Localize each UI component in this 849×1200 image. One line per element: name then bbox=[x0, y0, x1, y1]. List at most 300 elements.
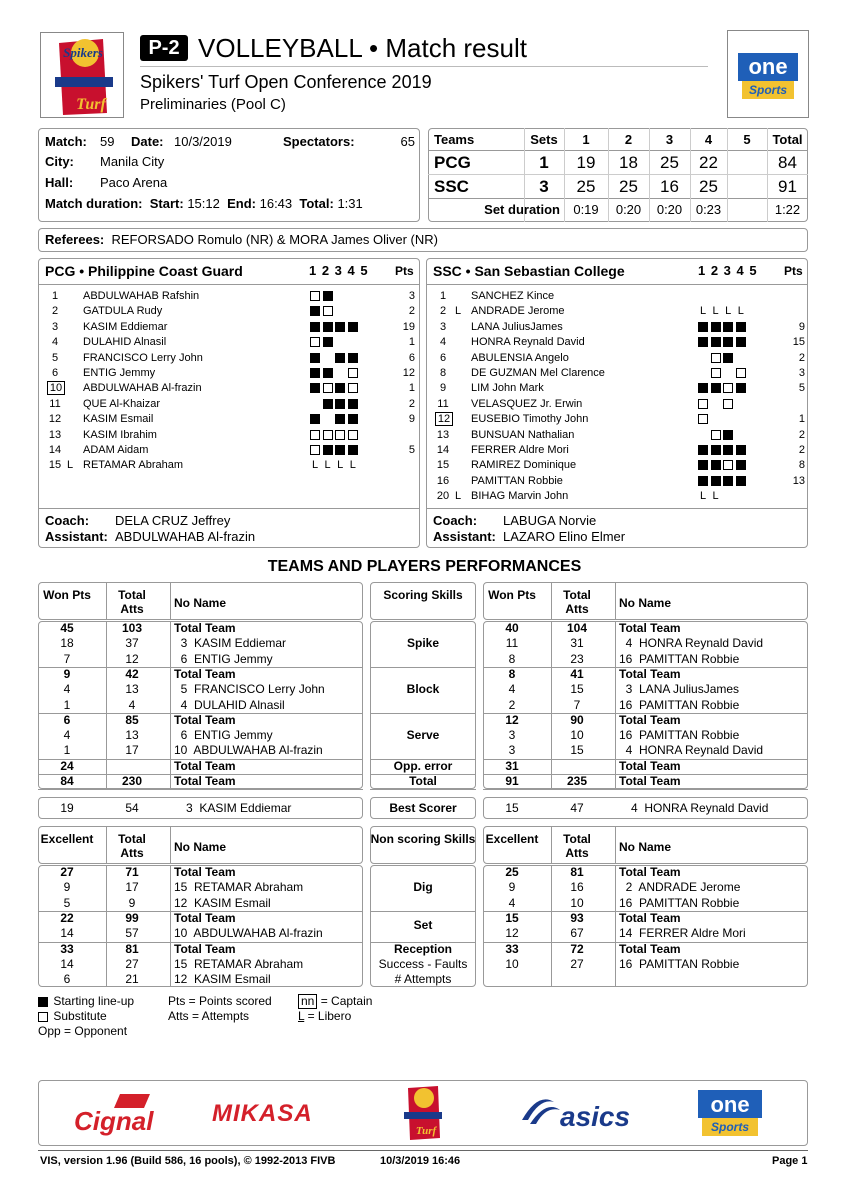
won-points: 1 bbox=[63, 697, 71, 712]
score-team-a: PCG bbox=[434, 153, 471, 172]
excellent-count: 14 bbox=[60, 926, 74, 941]
hdr-teams: Teams bbox=[434, 132, 475, 147]
player-entry: 16 PAMITTAN Robbie bbox=[619, 697, 740, 712]
player-entry: 15 RETAMAR Abraham bbox=[174, 880, 304, 895]
player-number: 14 bbox=[48, 444, 62, 456]
substitute-icon bbox=[711, 368, 721, 378]
total-attempts: 37 bbox=[125, 636, 139, 651]
player-entry: Total Team bbox=[174, 865, 236, 879]
row-divider bbox=[370, 789, 476, 790]
hdr-set3: 3 bbox=[665, 132, 674, 147]
team-a-coach: Coach: bbox=[45, 513, 90, 528]
cignal-logo bbox=[72, 1090, 160, 1138]
player-points: 6 bbox=[408, 351, 415, 364]
player-entry: 3 KASIM Eddiemar bbox=[186, 801, 292, 815]
player-name: EUSEBIO Timothy John bbox=[471, 413, 589, 426]
svg-text:one: one bbox=[710, 1092, 750, 1117]
starting-lineup-icon bbox=[310, 414, 320, 424]
excellent-count: 27 bbox=[60, 865, 74, 879]
excellent-count: 33 bbox=[60, 941, 74, 956]
won-points: 6 bbox=[63, 712, 71, 727]
substitute-icon bbox=[335, 430, 345, 440]
excellent-count: 25 bbox=[505, 865, 519, 879]
total-attempts: 27 bbox=[570, 956, 584, 971]
skill-label: Best Scorer bbox=[389, 801, 457, 815]
starting-lineup-icon bbox=[310, 306, 320, 316]
team-a-assistant: Assistant: bbox=[45, 529, 108, 544]
player-name: ANDRADE Jerome bbox=[471, 305, 565, 318]
starting-lineup-icon bbox=[38, 997, 48, 1007]
player-points: 3 bbox=[798, 367, 805, 379]
substitute-icon bbox=[711, 353, 721, 363]
total-attempts: 9 bbox=[128, 895, 136, 910]
skill-sublabel: # Attempts bbox=[394, 972, 452, 987]
team-b-assistant: Assistant: bbox=[433, 529, 496, 544]
footer-timestamp: 10/3/2019 16:46 bbox=[380, 1155, 461, 1167]
hdr-name: No Name bbox=[619, 596, 672, 610]
substitute-icon bbox=[323, 430, 333, 440]
starting-lineup-icon bbox=[723, 430, 733, 440]
skill-label: Spike bbox=[406, 635, 439, 650]
player-entry: 12 KASIM Esmail bbox=[174, 972, 271, 987]
player-name: QUE Al-Khaizar bbox=[83, 397, 161, 410]
hdr-col1: Won Pts bbox=[488, 588, 536, 602]
player-name: FRANCISCO Lerry John bbox=[83, 351, 203, 364]
won-points: 12 bbox=[505, 712, 519, 727]
player-points: 1 bbox=[408, 382, 415, 395]
player-entry: 6 ENTIG Jemmy bbox=[174, 728, 273, 743]
excellent-count: 33 bbox=[505, 941, 519, 956]
player-number: 12 bbox=[435, 412, 453, 426]
player-number: 16 bbox=[436, 474, 450, 487]
hdr-name: No Name bbox=[174, 596, 227, 610]
total-attempts: 99 bbox=[125, 910, 139, 925]
score-b-s1: 25 bbox=[576, 177, 596, 196]
starting-lineup-icon bbox=[723, 445, 733, 455]
substitute-icon bbox=[310, 430, 320, 440]
col-divider bbox=[615, 826, 616, 864]
player-number: 4 bbox=[439, 336, 447, 349]
svg-text:Sports: Sports bbox=[748, 83, 788, 97]
player-number: 14 bbox=[436, 444, 450, 456]
player-name: BIHAG Marvin John bbox=[471, 490, 569, 503]
col-divider bbox=[170, 865, 171, 987]
substitute-icon bbox=[323, 383, 333, 393]
team-a-name: PCG • Philippine Coast Guard bbox=[45, 263, 243, 279]
player-name: FERRER Aldre Mori bbox=[471, 444, 569, 456]
player-number: 2 bbox=[51, 305, 59, 318]
total-attempts: 54 bbox=[125, 801, 139, 815]
player-points: 2 bbox=[798, 351, 805, 364]
player-name: RAMIREZ Dominique bbox=[471, 459, 577, 472]
starting-lineup-icon bbox=[711, 337, 721, 347]
player-entry: 5 FRANCISCO Lerry John bbox=[174, 682, 325, 697]
team-b-pts-header: Pts bbox=[784, 264, 803, 278]
total-attempts: 104 bbox=[566, 621, 588, 635]
won-points: 15 bbox=[505, 801, 519, 815]
player-entry: 6 ENTIG Jemmy bbox=[174, 651, 273, 666]
match-duration: Match duration: Start: 15:12 End: 16:43 Total: 1:31 bbox=[45, 196, 363, 211]
player-points: 9 bbox=[408, 413, 415, 426]
performances-title: TEAMS AND PLAYERS PERFORMANCES bbox=[267, 558, 582, 575]
score-a-s3: 25 bbox=[660, 153, 679, 172]
starting-lineup-icon bbox=[348, 353, 358, 363]
substitute-icon bbox=[348, 368, 358, 378]
col-divider bbox=[551, 826, 552, 864]
col-divider bbox=[106, 865, 107, 987]
player-entry: Total Team bbox=[174, 621, 236, 635]
score-b-total: 91 bbox=[778, 177, 797, 196]
total-attempts: 23 bbox=[570, 651, 584, 666]
total-attempts: 85 bbox=[125, 712, 139, 727]
won-points: 1 bbox=[63, 743, 71, 758]
starting-lineup-icon bbox=[698, 476, 708, 486]
player-number: 5 bbox=[51, 351, 59, 364]
player-name: PAMITTAN Robbie bbox=[471, 474, 563, 487]
player-number: 2 bbox=[439, 305, 447, 318]
svg-text:Sports: Sports bbox=[710, 1120, 750, 1134]
libero-marker: L bbox=[455, 305, 462, 318]
col-divider bbox=[170, 621, 171, 789]
player-entry: 16 PAMITTAN Robbie bbox=[619, 728, 740, 743]
player-entry: 15 RETAMAR Abraham bbox=[174, 956, 304, 971]
player-entry: Total Team bbox=[174, 774, 236, 788]
spikers-turf-sponsor-logo bbox=[398, 1084, 448, 1142]
score-a-s2: 18 bbox=[619, 153, 638, 172]
player-name: KASIM Esmail bbox=[83, 413, 154, 426]
page-title: VOLLEYBALL • Match result bbox=[198, 33, 527, 63]
starting-lineup-icon bbox=[723, 353, 733, 363]
starting-lineup-icon bbox=[736, 383, 746, 393]
libero-set-marker: L bbox=[737, 305, 744, 318]
date-label: Date: bbox=[131, 134, 164, 149]
total-attempts: 230 bbox=[121, 774, 143, 788]
total-attempts: 57 bbox=[125, 926, 139, 941]
player-number: 11 bbox=[49, 397, 61, 410]
hdr-total: Total bbox=[772, 132, 803, 147]
hdr-set2: 2 bbox=[624, 132, 633, 147]
row-divider bbox=[483, 789, 808, 790]
skill-label: Dig bbox=[413, 879, 433, 894]
player-entry: 16 PAMITTAN Robbie bbox=[619, 651, 740, 666]
won-points: 91 bbox=[505, 774, 519, 788]
legend-3: nn = Captain L = Libero bbox=[298, 994, 373, 1023]
total-attempts: 17 bbox=[125, 743, 139, 758]
starting-lineup-icon bbox=[348, 414, 358, 424]
dur-s1: 0:19 bbox=[573, 202, 599, 217]
score-b-s2: 25 bbox=[619, 177, 638, 196]
won-points: 4 bbox=[508, 682, 516, 697]
excellent-count: 22 bbox=[60, 910, 74, 925]
player-points: 5 bbox=[408, 444, 415, 456]
won-points: 2 bbox=[508, 697, 516, 712]
player-number: 8 bbox=[439, 367, 447, 379]
hall-value: Paco Arena bbox=[100, 175, 168, 190]
total-attempts: 27 bbox=[125, 956, 139, 971]
score-b-s4: 25 bbox=[699, 177, 718, 196]
player-number: 3 bbox=[439, 320, 447, 333]
player-name: ADAM Aidam bbox=[83, 444, 149, 456]
substitute-icon bbox=[348, 430, 358, 440]
starting-lineup-icon bbox=[335, 322, 345, 332]
player-points: 3 bbox=[408, 290, 415, 302]
hdr-sets: Sets bbox=[530, 132, 558, 147]
player-points: 19 bbox=[402, 320, 415, 333]
starting-lineup-icon bbox=[698, 337, 708, 347]
player-number: 10 bbox=[47, 381, 65, 395]
starting-lineup-icon bbox=[335, 399, 345, 409]
player-points: 12 bbox=[402, 367, 415, 379]
player-points: 2 bbox=[798, 428, 805, 441]
starting-lineup-icon bbox=[736, 322, 746, 332]
phase-name: Preliminaries (Pool C) bbox=[140, 96, 286, 113]
table-frame bbox=[370, 621, 476, 789]
score-sets-a: 1 bbox=[539, 153, 549, 172]
total-attempts: 10 bbox=[570, 895, 584, 910]
starting-lineup-icon bbox=[323, 337, 333, 347]
player-name: DULAHID Alnasil bbox=[83, 336, 167, 349]
starting-lineup-icon bbox=[736, 460, 746, 470]
hdr-set4: 4 bbox=[704, 132, 713, 147]
player-entry: 4 DULAHID Alnasil bbox=[174, 697, 285, 712]
total-attempts: 93 bbox=[570, 910, 584, 925]
col-divider bbox=[170, 582, 171, 620]
player-number: 9 bbox=[439, 382, 447, 395]
starting-lineup-icon bbox=[711, 445, 721, 455]
player-points bbox=[783, 289, 805, 304]
player-number: 1 bbox=[51, 290, 59, 302]
match-date: 10/3/2019 bbox=[174, 134, 232, 149]
team-a-sets-header: 1 2 3 4 5 bbox=[309, 263, 368, 278]
starting-lineup-icon bbox=[310, 353, 320, 363]
player-points bbox=[783, 304, 805, 319]
player-number: 1 bbox=[439, 290, 447, 302]
table-frame bbox=[38, 865, 363, 987]
player-number: 15 bbox=[48, 459, 62, 472]
footer-page: Page 1 bbox=[772, 1155, 808, 1167]
libero-set-marker: L bbox=[699, 490, 707, 503]
footer-version: VIS, version 1.96 (Build 586, 16 pools), © 1992-2013 FIVB bbox=[40, 1155, 336, 1167]
starting-lineup-icon bbox=[310, 383, 320, 393]
hdr-col2: Total Atts bbox=[118, 588, 146, 616]
starting-lineup-icon bbox=[348, 322, 358, 332]
city-value: Manila City bbox=[100, 154, 165, 169]
total-attempts: 41 bbox=[570, 666, 584, 681]
player-number: 11 bbox=[437, 397, 449, 410]
substitute-icon bbox=[698, 414, 708, 424]
substitute-icon bbox=[723, 383, 733, 393]
libero-set-marker: L bbox=[324, 459, 331, 472]
player-number: 13 bbox=[436, 428, 450, 441]
legend: Starting line-up Substitute Opp = Opponent bbox=[38, 994, 135, 1038]
starting-lineup-icon bbox=[335, 383, 345, 393]
won-points: 9 bbox=[63, 666, 71, 681]
substitute-icon bbox=[736, 368, 746, 378]
col-divider bbox=[551, 582, 552, 620]
libero-set-marker: L bbox=[699, 305, 707, 318]
hdr-skill: Non scoring Skills bbox=[370, 832, 476, 846]
player-name: KASIM Ibrahim bbox=[83, 428, 157, 441]
hdr-col2: Total Atts bbox=[563, 588, 591, 616]
mikasa-logo: MIKASA bbox=[212, 1100, 313, 1127]
total-attempts: 31 bbox=[570, 636, 584, 651]
player-entry: Total Team bbox=[619, 774, 681, 788]
total-attempts: 12 bbox=[125, 651, 139, 666]
dur-s2: 0:20 bbox=[615, 202, 642, 217]
table-frame bbox=[483, 621, 808, 789]
player-entry: Total Team bbox=[619, 941, 681, 956]
player-points: 5 bbox=[798, 382, 805, 395]
starting-lineup-icon bbox=[348, 445, 358, 455]
player-points: 13 bbox=[792, 474, 805, 487]
won-points: 31 bbox=[505, 758, 519, 773]
svg-text:Cignal: Cignal bbox=[74, 1106, 154, 1136]
score-b-s3: 16 bbox=[660, 177, 679, 196]
player-entry: Total Team bbox=[174, 941, 236, 956]
won-points: 4 bbox=[63, 682, 71, 697]
total-attempts: 15 bbox=[570, 743, 584, 758]
won-points: 40 bbox=[505, 621, 519, 635]
starting-lineup-icon bbox=[711, 383, 721, 393]
score-a-s1: 19 bbox=[576, 153, 596, 172]
excellent-count: 14 bbox=[60, 956, 74, 971]
col-divider bbox=[106, 621, 107, 789]
excellent-count: 6 bbox=[63, 972, 71, 987]
won-points: 3 bbox=[508, 728, 516, 743]
score-table bbox=[428, 128, 808, 222]
legend-2: Pts = Points scored Atts = Attempts bbox=[168, 994, 272, 1023]
total-attempts: 81 bbox=[570, 865, 584, 879]
player-entry: Total Team bbox=[619, 621, 681, 635]
referees: Referees: REFORSADO Romulo (NR) & MORA James Oliver (NR) bbox=[45, 232, 438, 247]
dur-s3: 0:20 bbox=[656, 202, 683, 217]
team-b-name: SSC • San Sebastian College bbox=[433, 263, 625, 279]
player-name: GATDULA Rudy bbox=[83, 305, 163, 318]
total-attempts: 15 bbox=[570, 682, 584, 697]
starting-lineup-icon bbox=[723, 476, 733, 486]
hdr-col2: Total Atts bbox=[118, 832, 146, 860]
hdr-col1: Excellent bbox=[485, 832, 539, 846]
player-entry: Total Team bbox=[619, 758, 681, 773]
won-points: 19 bbox=[60, 801, 74, 815]
player-entry: 16 PAMITTAN Robbie bbox=[619, 895, 740, 910]
player-entry: 4 HONRA Reynald David bbox=[631, 801, 769, 815]
starting-lineup-icon bbox=[736, 337, 746, 347]
player-points bbox=[393, 458, 415, 473]
starting-lineup-icon bbox=[698, 383, 708, 393]
total-attempts: 7 bbox=[573, 697, 581, 712]
libero-set-marker: L bbox=[349, 459, 356, 472]
row-divider bbox=[38, 789, 363, 790]
team-b-sets-header: 1 2 3 4 5 bbox=[698, 263, 757, 278]
team-b-coach-name: LABUGA Norvie bbox=[503, 513, 597, 528]
set-duration-label: Set duration bbox=[484, 202, 560, 217]
player-entry: 3 KASIM Eddiemar bbox=[174, 636, 287, 651]
starting-lineup-icon bbox=[711, 476, 721, 486]
skill-label: Opp. error bbox=[393, 758, 453, 773]
substitute-icon bbox=[38, 1012, 48, 1022]
team-a-pts-header: Pts bbox=[395, 264, 414, 278]
substitute-icon bbox=[711, 430, 721, 440]
player-number: 13 bbox=[48, 428, 62, 441]
player-points bbox=[783, 489, 805, 504]
player-points: 15 bbox=[792, 336, 805, 349]
player-name: KASIM Eddiemar bbox=[83, 320, 168, 333]
libero-set-marker: L bbox=[725, 305, 732, 318]
score-a-total: 84 bbox=[778, 153, 797, 172]
player-points: 2 bbox=[408, 397, 415, 410]
won-points: 84 bbox=[60, 774, 74, 788]
player-entry: Total Team bbox=[174, 666, 236, 681]
svg-text:Turf: Turf bbox=[415, 1125, 437, 1137]
excellent-count: 9 bbox=[63, 880, 71, 895]
hdr-set5: 5 bbox=[743, 132, 751, 147]
team-b-assistant-name: LAZARO Elino Elmer bbox=[503, 529, 626, 544]
starting-lineup-icon bbox=[698, 322, 708, 332]
col-divider bbox=[106, 582, 107, 620]
starting-lineup-icon bbox=[323, 368, 333, 378]
player-name: RETAMAR Abraham bbox=[83, 459, 184, 472]
libero-marker: L bbox=[455, 490, 462, 503]
starting-lineup-icon bbox=[711, 460, 721, 470]
dur-s4: 0:23 bbox=[695, 202, 722, 217]
starting-lineup-icon bbox=[323, 445, 333, 455]
total-attempts: 72 bbox=[570, 941, 584, 956]
starting-lineup-icon bbox=[348, 399, 358, 409]
starting-lineup-icon bbox=[698, 445, 708, 455]
team-a-coach-name: DELA CRUZ Jeffrey bbox=[115, 513, 231, 528]
table-frame bbox=[483, 865, 808, 987]
table-frame bbox=[370, 865, 476, 987]
player-entry: Total Team bbox=[174, 712, 236, 727]
substitute-icon bbox=[723, 460, 733, 470]
dur-total: 1:22 bbox=[774, 202, 801, 217]
player-entry: Total Team bbox=[619, 712, 681, 727]
starting-lineup-icon bbox=[736, 445, 746, 455]
starting-lineup-icon bbox=[698, 460, 708, 470]
score-a-s4: 22 bbox=[699, 153, 718, 172]
skill-label: Total bbox=[409, 774, 437, 788]
hdr-name: No Name bbox=[619, 840, 672, 854]
player-entry: 14 FERRER Aldre Mori bbox=[619, 926, 746, 941]
one-sports-logo bbox=[727, 30, 809, 118]
total-attempts: 21 bbox=[125, 972, 139, 987]
player-entry: 10 ABDULWAHAB Al-frazin bbox=[174, 926, 323, 941]
col-divider bbox=[615, 582, 616, 620]
excellent-count: 12 bbox=[505, 926, 519, 941]
total-attempts: 67 bbox=[570, 926, 584, 941]
total-attempts: 4 bbox=[128, 697, 136, 712]
player-number: 4 bbox=[51, 336, 59, 349]
team-a-assistant-name: ABDULWAHAB Al-frazin bbox=[115, 529, 256, 544]
hdr-name: No Name bbox=[174, 840, 227, 854]
substitute-icon bbox=[310, 445, 320, 455]
player-number: 15 bbox=[436, 459, 450, 472]
total-attempts: 71 bbox=[125, 865, 139, 879]
total-attempts: 42 bbox=[125, 666, 139, 681]
total-attempts: 103 bbox=[121, 621, 143, 635]
one-sports-sponsor-logo bbox=[692, 1088, 772, 1140]
won-points: 3 bbox=[508, 743, 516, 758]
match-number: 59 bbox=[100, 134, 115, 149]
player-name: ABULENSIA Angelo bbox=[471, 351, 569, 364]
col-divider bbox=[615, 865, 616, 987]
player-entry: 16 PAMITTAN Robbie bbox=[619, 956, 740, 971]
player-name: ABDULWAHAB Al-frazin bbox=[83, 382, 202, 395]
svg-text:Turf: Turf bbox=[76, 96, 106, 113]
player-entry: Total Team bbox=[174, 758, 236, 773]
substitute-icon bbox=[310, 337, 320, 347]
